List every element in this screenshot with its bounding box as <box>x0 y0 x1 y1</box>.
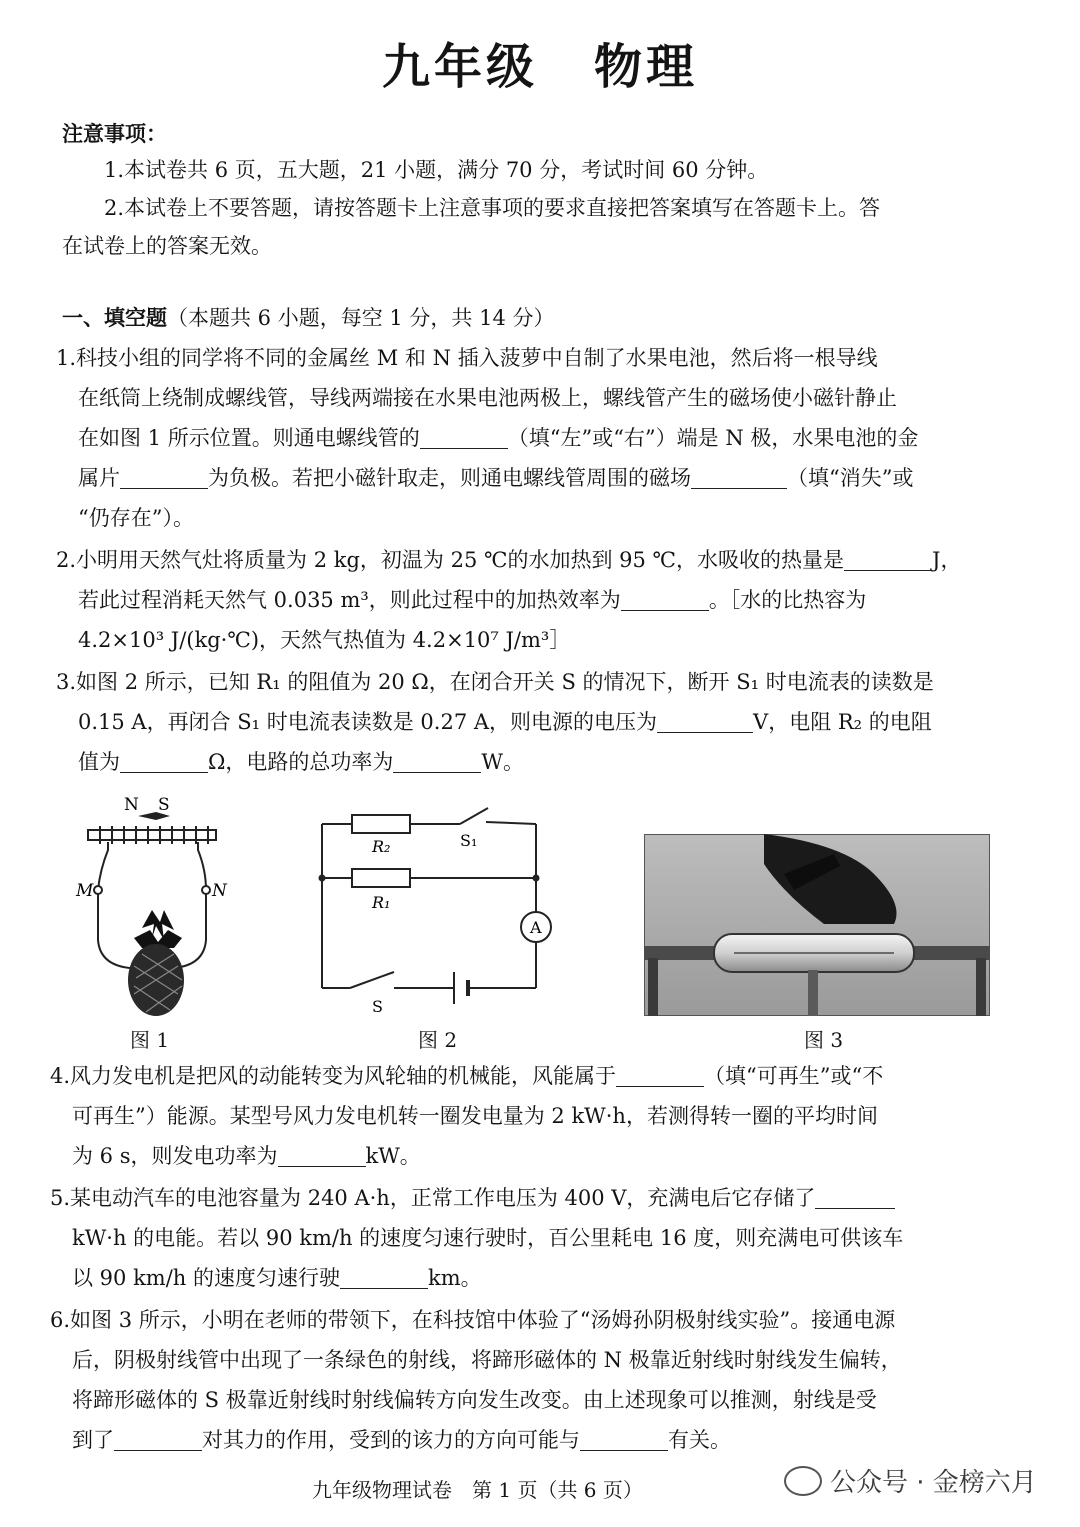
q5-text-3a: 以 90 km/h 的速度匀速行驶 <box>72 1266 340 1290</box>
q1-text-4c: （填“消失”或 <box>787 466 914 490</box>
q1-text-4b: 为负极。若把小磁针取走，则通电螺线管周围的磁场 <box>208 466 691 490</box>
q2-text-2a: 若此过程消耗天然气 0.035 m³，则此过程中的加热效率为 <box>78 588 621 612</box>
circuit-wires <box>322 822 536 988</box>
section-heading <box>62 298 555 338</box>
figure-1-caption: 图 1 <box>130 1028 170 1052</box>
watermark <box>784 1462 1037 1499</box>
terminal-n <box>202 886 210 894</box>
q3-text-2b: V，电阻 R₂ 的电阻 <box>753 710 932 734</box>
switch-s1 <box>460 808 488 824</box>
q3-blank-1 <box>657 708 753 733</box>
q2-text-2b: 。［水的比热容为 <box>708 588 867 612</box>
terminal-m <box>94 886 102 894</box>
notice-item-1: 1.本试卷共 6 页，五大题，21 小题，满分 70 分，考试时间 60 分钟。 <box>104 158 769 182</box>
q2-blank-2 <box>621 586 709 611</box>
page-footer: 九年级物理试卷 第 1 页（共 6 页） <box>312 1478 643 1502</box>
q1-text-4a: 属片 <box>78 466 120 490</box>
q2-line-3: 4.2×10³ J/(kg·℃)，天然气热值为 4.2×10⁷ J/m³］ <box>78 628 571 652</box>
q6-line-1: 6.如图 3 所示，小明在老师的带领下，在科技馆中体验了“汤姆孙阴极射线实验”。接通电源 <box>50 1308 896 1332</box>
q5-line-1 <box>50 1178 895 1218</box>
q3-text-2a: 0.15 A，再闭合 S₁ 时电流表读数是 0.27 A，则电源的电压为 <box>78 710 658 734</box>
q1-text-3a: 在如图 1 所示位置。则通电螺线管的 <box>78 426 420 450</box>
label-r2: R₂ <box>372 837 391 856</box>
resistor-r1 <box>352 869 410 887</box>
q4-line-1 <box>50 1056 883 1096</box>
figure-3-caption: 图 3 <box>804 1028 844 1052</box>
q2-text-1b: J， <box>932 548 962 572</box>
q6-blank-1 <box>114 1426 202 1451</box>
watermark-text: 公众号 · 金榜六月 <box>830 1468 1037 1498</box>
junction-right <box>533 875 540 882</box>
ammeter-label: A <box>530 918 542 937</box>
label-s: S <box>372 997 383 1016</box>
q3-text-3c: W。 <box>481 750 525 774</box>
notice-item-2b: 在试卷上的答案无效。 <box>62 234 272 258</box>
resistor-r2 <box>352 815 410 833</box>
figure-2-caption: 图 2 <box>418 1028 458 1052</box>
q3-blank-2 <box>120 748 208 773</box>
q4-line-2: 可再生”）能源。某型号风力发电机转一圈发电量为 2 kW·h，若测得转一圈的平均时间 <box>72 1104 878 1128</box>
q6-line-2: 后，阴极射线管中出现了一条绿色的射线，将蹄形磁体的 N 极靠近射线时射线发生偏转， <box>72 1348 902 1372</box>
q6-text-4c: 有关。 <box>668 1428 731 1452</box>
wire-left <box>98 842 130 968</box>
q3-line-2 <box>78 702 932 742</box>
q6-blank-2 <box>580 1426 668 1451</box>
q1-blank-2 <box>120 464 208 489</box>
q2-text-1a: 2.小明用天然气灶将质量为 2 kg，初温为 25 ℃的水加热到 95 ℃，水吸收的热量是 <box>56 548 845 572</box>
q4-blank-2 <box>278 1142 366 1167</box>
wechat-icon <box>784 1466 822 1496</box>
figure-3-photo <box>644 834 990 1016</box>
figure-2 <box>300 800 580 1020</box>
q5-text-1: 5.某电动汽车的电池容量为 240 A·h，正常工作电压为 400 V，充满电后它存储了 <box>50 1186 816 1210</box>
label-r1: R₁ <box>372 893 391 912</box>
q2-line-1 <box>56 540 961 580</box>
q5-blank-1 <box>815 1184 895 1209</box>
q1-line-5: “仍存在”）。 <box>78 506 194 530</box>
q4-text-1a: 4.风力发电机是把风的动能转变为风轮轴的机械能，风能属于 <box>50 1064 617 1088</box>
q6-line-3: 将蹄形磁体的 S 极靠近射线时射线偏转方向发生改变。由上述现象可以推测，射线是受 <box>72 1388 877 1412</box>
q4-line-3 <box>72 1136 421 1176</box>
q4-text-3a: 为 6 s，则发电功率为 <box>72 1144 278 1168</box>
q1-blank-3 <box>691 464 787 489</box>
q3-blank-3 <box>393 748 481 773</box>
q4-text-1b: （填“可再生”或“不 <box>704 1064 884 1088</box>
fig1-label-n: N <box>212 881 227 901</box>
q5-line-3 <box>72 1258 482 1298</box>
junction-left <box>319 875 326 882</box>
q6-text-4b: 对其力的作用，受到的该力的方向可能与 <box>202 1428 580 1452</box>
notice-item-2a: 2.本试卷上不要答题，请按答题卡上注意事项的要求直接把答案填写在答题卡上。答 <box>104 196 881 220</box>
q1-line-1: 1.科技小组的同学将不同的金属丝 M 和 N 插入菠萝中自制了水果电池，然后将一根导线 <box>56 346 878 370</box>
title-subject: 物理 <box>594 39 699 95</box>
q6-line-4 <box>72 1420 731 1460</box>
q1-line-3 <box>78 418 918 458</box>
q4-blank-1 <box>616 1062 704 1087</box>
right-post <box>976 958 986 1016</box>
fig1-label-m: M <box>76 881 94 901</box>
q2-line-2 <box>78 580 866 620</box>
q3-text-3a: 值为 <box>78 750 120 774</box>
figure-1 <box>70 790 240 1020</box>
q1-blank-1 <box>420 424 508 449</box>
section-title: 一、填空题 <box>62 306 167 330</box>
q3-line-1: 3.如图 2 所示，已知 R₁ 的阻值为 20 Ω，在闭合开关 S 的情况下，断开 S₁ 时电流表的读数是 <box>56 670 934 694</box>
fig1-label-north: N <box>124 795 139 815</box>
switch-s <box>350 972 394 988</box>
q2-blank-1 <box>844 546 932 571</box>
section-note: （本题共 6 小题，每空 1 分，共 14 分） <box>167 306 555 330</box>
q5-line-2: kW·h 的电能。若以 90 km/h 的速度匀速行驶时，百公里耗电 16 度，则充满电可供该车 <box>72 1226 904 1250</box>
q5-blank-2 <box>340 1264 428 1289</box>
title-grade: 九年级 <box>381 39 538 95</box>
q1-line-4 <box>78 458 913 498</box>
q3-line-3 <box>78 742 524 782</box>
q6-text-4a: 到了 <box>72 1428 114 1452</box>
q3-text-3b: Ω，电路的总功率为 <box>208 750 394 774</box>
pineapple-icon <box>128 910 184 1016</box>
tube-stand <box>808 970 818 1016</box>
notice-heading: 注意事项： <box>62 122 167 146</box>
left-post <box>648 958 658 1016</box>
q5-text-3b: km。 <box>428 1266 482 1290</box>
q1-line-2: 在纸筒上绕制成螺线管，导线两端接在水果电池两极上，螺线管产生的磁场使小磁针静止 <box>78 386 897 410</box>
page-title <box>0 28 1080 97</box>
label-s1: S₁ <box>460 831 478 850</box>
q4-text-3b: kW。 <box>365 1144 421 1168</box>
wire-right <box>174 842 206 968</box>
fig1-label-south: S <box>158 795 170 815</box>
q1-text-3b: （填“左”或“右”）端是 N 极，水果电池的金 <box>507 426 919 450</box>
